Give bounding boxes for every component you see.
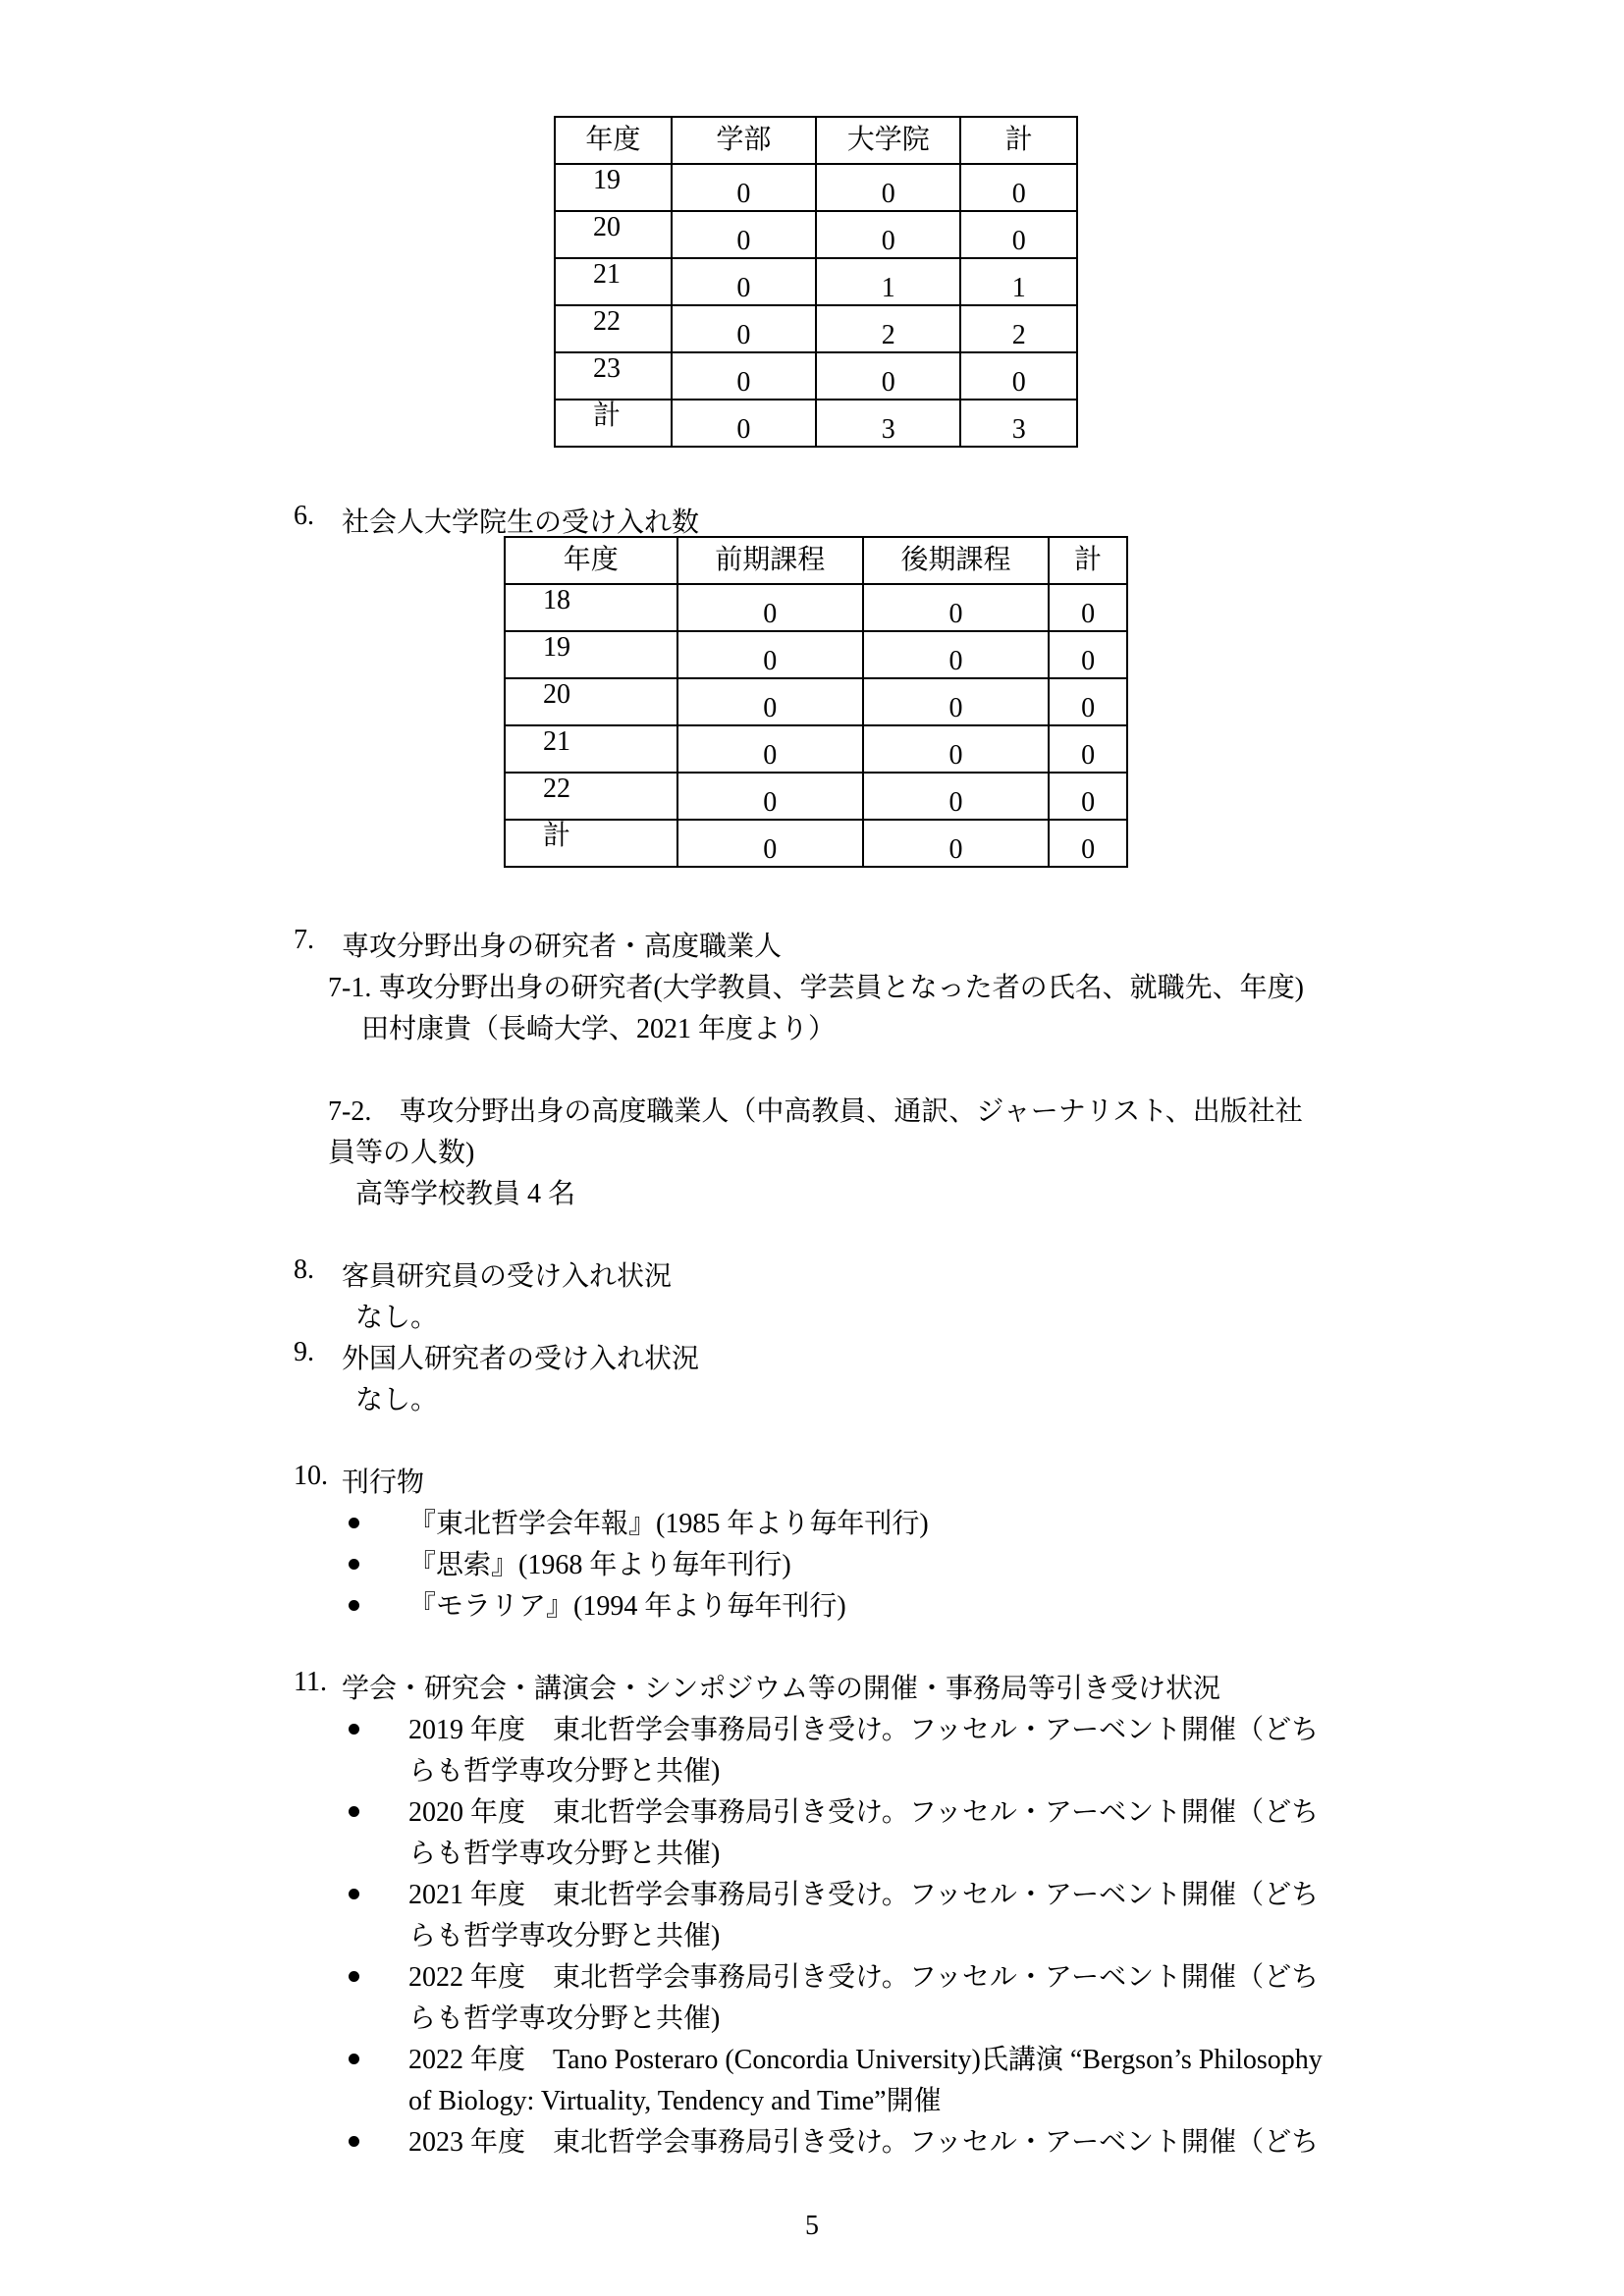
table-cell: 0 xyxy=(1049,584,1127,631)
section-7-1-heading: 7-1. 専攻分野出身の研究者(大学教員、学芸員となった者の氏名、就職先、年度) xyxy=(328,973,1304,1003)
table-cell: 0 xyxy=(672,400,816,447)
event-item-line: 2022 年度 東北哲学会事務局引き受け。フッセル・アーベント開催（どち xyxy=(408,1962,1320,1993)
event-item-line: 2019 年度 東北哲学会事務局引き受け。フッセル・アーベント開催（どち xyxy=(408,1715,1320,1745)
table-row xyxy=(505,773,1127,820)
section-7-number: 7. xyxy=(294,925,314,955)
column-header: 学部 xyxy=(672,117,816,164)
section-8-title: 客員研究員の受け入れ状況 xyxy=(342,1261,673,1292)
table-cell: 0 xyxy=(863,631,1049,678)
table-cell: 3 xyxy=(816,400,960,447)
section-7-2-body: 高等学校教員 4 名 xyxy=(355,1179,576,1209)
table-cell: 0 xyxy=(1049,631,1127,678)
table-row xyxy=(555,211,1077,258)
table-cell: 0 xyxy=(672,258,816,305)
section-9-body: なし。 xyxy=(355,1385,439,1415)
page-number: 5 xyxy=(805,2211,819,2241)
section-7-title: 専攻分野出身の研究者・高度職業人 xyxy=(342,932,783,962)
table-cell: 20 xyxy=(505,678,677,725)
table-cell: 0 xyxy=(863,584,1049,631)
table-cell: 22 xyxy=(505,773,677,820)
table-cell: 0 xyxy=(677,725,863,773)
column-header: 年度 xyxy=(555,117,672,164)
table-row xyxy=(505,584,1127,631)
table-row xyxy=(505,725,1127,773)
table-cell: 20 xyxy=(555,211,672,258)
table-cell: 0 xyxy=(863,773,1049,820)
column-header: 後期課程 xyxy=(863,537,1049,584)
table-cell: 0 xyxy=(1049,725,1127,773)
column-header: 計 xyxy=(960,117,1077,164)
table-row xyxy=(505,820,1127,867)
section-7-2-heading: 7-2. 専攻分野出身の高度職業人（中高教員、通訳、ジャーナリスト、出版社社 xyxy=(328,1096,1303,1127)
event-item-line: 2020 年度 東北哲学会事務局引き受け。フッセル・アーベント開催（どち xyxy=(408,1797,1320,1828)
column-header: 年度 xyxy=(505,537,677,584)
table-cell: 21 xyxy=(555,258,672,305)
table-cell: 0 xyxy=(1049,820,1127,867)
table-cell: 2 xyxy=(816,305,960,352)
bullet-icon xyxy=(349,1806,359,1817)
table-cell: 0 xyxy=(960,211,1077,258)
table-cell: 0 xyxy=(863,678,1049,725)
bullet-icon xyxy=(349,2136,359,2147)
table-cell: 22 xyxy=(555,305,672,352)
section-8-number: 8. xyxy=(294,1255,314,1285)
table-cell: 0 xyxy=(960,352,1077,400)
publication-item: 『思索』(1968 年より毎年刊行) xyxy=(408,1550,791,1580)
bullet-icon xyxy=(349,1600,359,1611)
table-cell: 計 xyxy=(555,400,672,447)
table-cell: 0 xyxy=(816,211,960,258)
section-9-number: 9. xyxy=(294,1337,314,1367)
column-header: 前期課程 xyxy=(677,537,863,584)
bullet-icon xyxy=(349,1724,359,1735)
event-item-line: らも哲学専攻分野と共催) xyxy=(408,1839,721,1869)
table-cell: 0 xyxy=(677,631,863,678)
table-row xyxy=(555,258,1077,305)
section-10-number: 10. xyxy=(294,1461,328,1491)
section-8-body: なし。 xyxy=(355,1303,439,1333)
event-item-line: らも哲学専攻分野と共催) xyxy=(408,2003,721,2034)
table-cell: 18 xyxy=(505,584,677,631)
table-row xyxy=(555,305,1077,352)
column-header: 計 xyxy=(1049,537,1127,584)
table-cell: 0 xyxy=(816,352,960,400)
table-cell: 0 xyxy=(816,164,960,211)
bullet-icon xyxy=(349,1971,359,1982)
table-row xyxy=(555,352,1077,400)
table-cell: 0 xyxy=(677,773,863,820)
table-cell: 0 xyxy=(672,305,816,352)
event-item-line: 2021 年度 東北哲学会事務局引き受け。フッセル・アーベント開催（どち xyxy=(408,1880,1320,1910)
enrollment-table xyxy=(554,116,1078,448)
table-cell: 0 xyxy=(677,584,863,631)
table-cell: 0 xyxy=(1049,773,1127,820)
event-item-line: 2022 年度 Tano Posteraro (Concordia University)氏講演 “Bergson’s Philosophy xyxy=(408,2045,1323,2075)
section-6-title: 社会人大学院生の受け入れ数 xyxy=(342,507,700,538)
table-cell: 0 xyxy=(672,164,816,211)
table-cell: 計 xyxy=(505,820,677,867)
table-cell: 0 xyxy=(863,725,1049,773)
table-cell: 23 xyxy=(555,352,672,400)
table-cell: 21 xyxy=(505,725,677,773)
table-cell: 1 xyxy=(960,258,1077,305)
table-cell: 0 xyxy=(672,352,816,400)
bullet-icon xyxy=(349,1889,359,1899)
event-item-line: らも哲学専攻分野と共催) xyxy=(408,1756,721,1787)
table-row xyxy=(505,631,1127,678)
table-row xyxy=(555,400,1077,447)
event-item-line: of Biology: Virtuality, Tendency and Time”開催 xyxy=(408,2086,942,2116)
column-header: 大学院 xyxy=(816,117,960,164)
section-10-title: 刊行物 xyxy=(342,1468,425,1498)
publication-item: 『東北哲学会年報』(1985 年より毎年刊行) xyxy=(408,1509,929,1539)
section-11-number: 11. xyxy=(294,1667,327,1697)
table-cell: 0 xyxy=(1049,678,1127,725)
event-item-line: 2023 年度 東北哲学会事務局引き受け。フッセル・アーベント開催（どち xyxy=(408,2127,1320,2158)
section-7-1-body: 田村康貴（長崎大学、2021 年度より） xyxy=(361,1014,837,1044)
table-cell: 19 xyxy=(505,631,677,678)
table-cell: 1 xyxy=(816,258,960,305)
table-cell: 3 xyxy=(960,400,1077,447)
table-cell: 0 xyxy=(960,164,1077,211)
working-adult-students-table xyxy=(504,536,1128,868)
bullet-icon xyxy=(349,2054,359,2064)
table-row xyxy=(555,164,1077,211)
section-7-2-heading-continued: 員等の人数) xyxy=(328,1138,475,1168)
section-6-number: 6. xyxy=(294,501,314,531)
table-cell: 0 xyxy=(672,211,816,258)
table-header-row xyxy=(505,537,1127,584)
publication-item: 『モラリア』(1994 年より毎年刊行) xyxy=(408,1591,846,1622)
table-row xyxy=(505,678,1127,725)
section-9-title: 外国人研究者の受け入れ状況 xyxy=(342,1344,700,1374)
bullet-icon xyxy=(349,1518,359,1528)
table-cell: 0 xyxy=(677,820,863,867)
event-item-line: らも哲学専攻分野と共催) xyxy=(408,1921,721,1951)
bullet-icon xyxy=(349,1559,359,1570)
table-cell: 0 xyxy=(677,678,863,725)
table-cell: 0 xyxy=(863,820,1049,867)
table-header-row xyxy=(555,117,1077,164)
table-cell: 2 xyxy=(960,305,1077,352)
section-11-title: 学会・研究会・講演会・シンポジウム等の開催・事務局等引き受け状況 xyxy=(342,1674,1221,1704)
table-cell: 19 xyxy=(555,164,672,211)
